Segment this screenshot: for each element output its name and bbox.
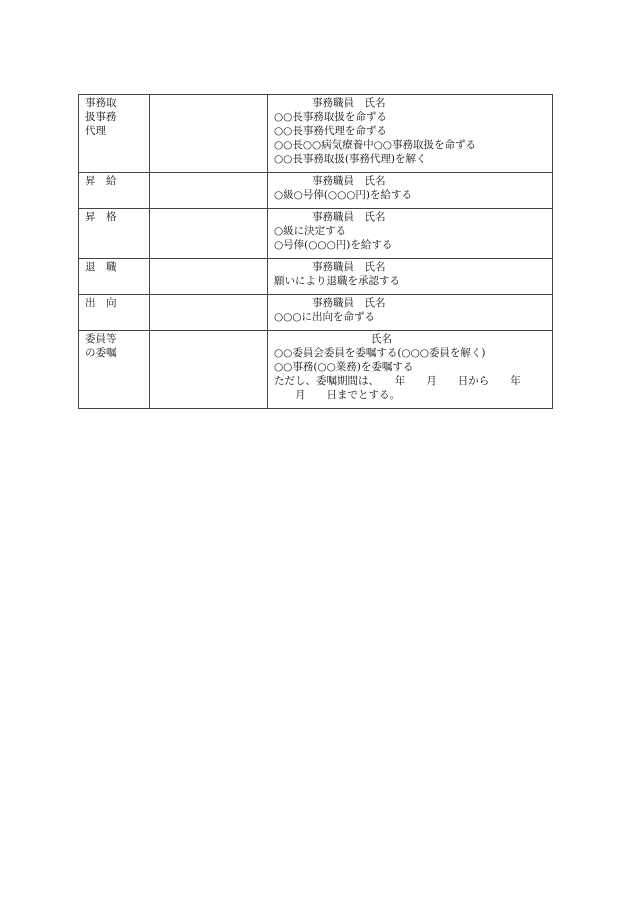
- blank-cell: [150, 173, 268, 209]
- table-row: [79, 173, 553, 209]
- staff-name-heading: 事務職員 氏名: [312, 97, 386, 109]
- blank-cell: [150, 95, 268, 173]
- blank-cell: [150, 259, 268, 295]
- table-row: [79, 259, 553, 295]
- content-cell: [268, 209, 553, 259]
- content-line: ○級○号俸(○○○円)を給する: [274, 189, 413, 201]
- name-heading: 氏名: [371, 333, 392, 345]
- blank-cell: [150, 331, 268, 409]
- category-label: 事務取: [85, 97, 117, 109]
- blank-cell: [150, 295, 268, 331]
- content-line: ○級に決定する: [274, 225, 347, 237]
- content-cell: [268, 331, 553, 409]
- content-line: ○○委員会委員を委嘱する(○○○委員を解く): [274, 347, 486, 359]
- staff-name-heading: 事務職員 氏名: [312, 261, 386, 273]
- table-row: [79, 295, 553, 331]
- category-label: 昇 給: [85, 175, 117, 187]
- table-row: [79, 209, 553, 259]
- table-row: [79, 95, 553, 173]
- staff-name-heading: 事務職員 氏名: [312, 297, 386, 309]
- category-label: 代理: [85, 125, 106, 137]
- content-line: ○○長事務代理を命ずる: [274, 125, 387, 137]
- content-line: ○○長事務取扱を命ずる: [274, 111, 387, 123]
- blank-cell: [150, 209, 268, 259]
- content-line: ただし、委嘱期間は、 年 月 日から 年: [274, 375, 521, 387]
- personnel-order-table: [78, 94, 553, 409]
- staff-name-heading: 事務職員 氏名: [312, 211, 386, 223]
- category-label: 委員等: [85, 333, 117, 345]
- category-cell: [79, 331, 150, 409]
- category-label: 出 向: [85, 297, 117, 309]
- category-cell: [79, 173, 150, 209]
- content-line: ○○○に出向を命ずる: [274, 311, 375, 323]
- content-cell: [268, 95, 553, 173]
- content-line: ○号俸(○○○円)を給する: [274, 239, 393, 251]
- content-cell: [268, 295, 553, 331]
- category-cell: [79, 295, 150, 331]
- category-cell: [79, 259, 150, 295]
- table-row: [79, 331, 553, 409]
- category-cell: [79, 95, 150, 173]
- content-cell: [268, 259, 553, 295]
- category-label: 退 職: [85, 261, 117, 273]
- content-line: ○○長事務取扱(事務代理)を解く: [274, 153, 427, 165]
- category-label: 昇 格: [85, 211, 117, 223]
- staff-name-heading: 事務職員 氏名: [312, 175, 386, 187]
- category-label: の委嘱: [85, 347, 117, 359]
- content-line: 願いにより退職を承認する: [274, 275, 400, 287]
- category-cell: [79, 209, 150, 259]
- content-line: ○○事務(○○業務)を委嘱する: [274, 361, 414, 373]
- content-cell: [268, 173, 553, 209]
- category-label: 扱事務: [85, 111, 117, 123]
- content-line: 月 日までとする。: [274, 389, 400, 401]
- content-line: ○○長○○病気療養中○○事務取扱を命ずる: [274, 139, 476, 151]
